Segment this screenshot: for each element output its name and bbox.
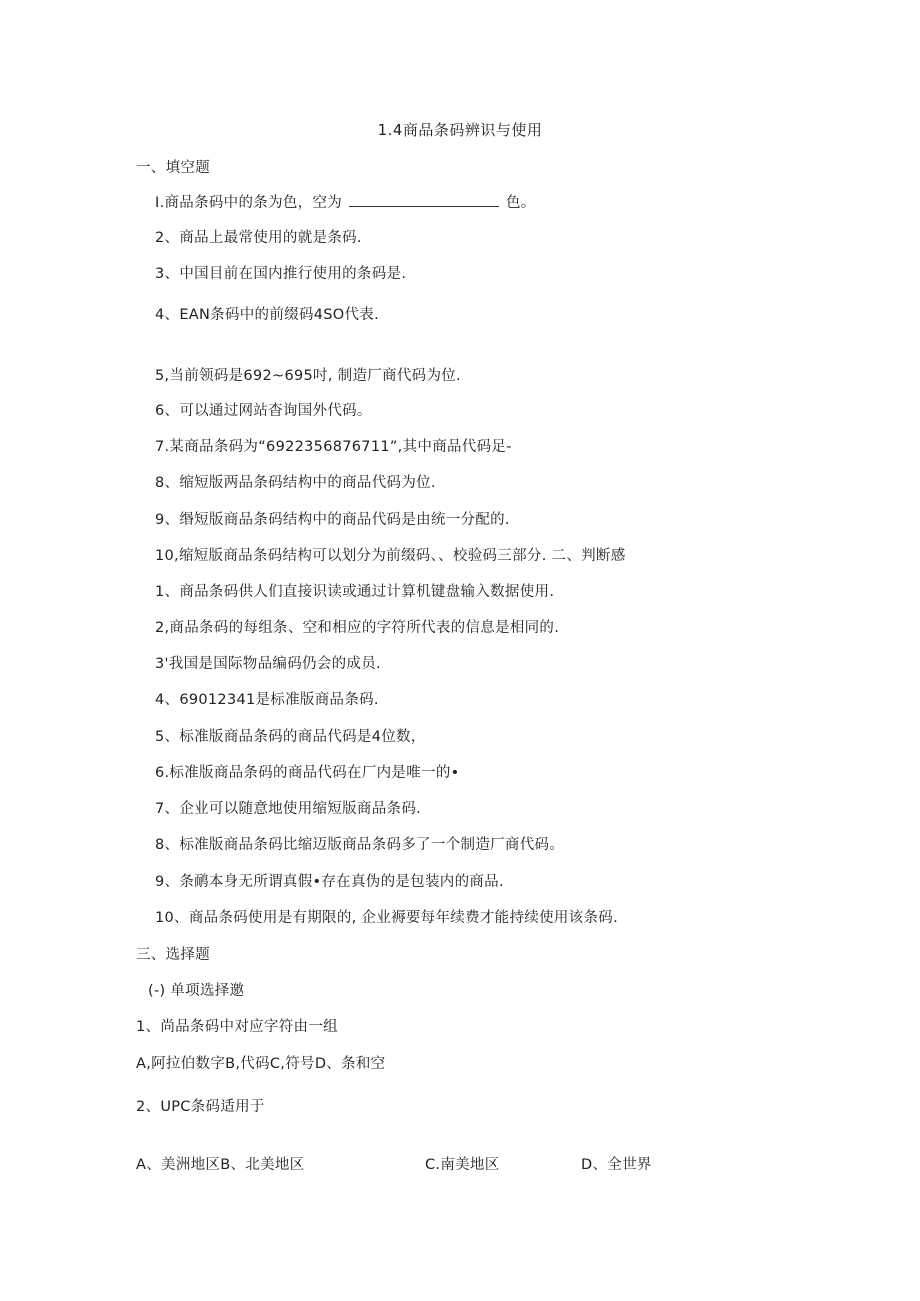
judge-question-2: 2,商品条码的每组条、空和相应的字符所代表的信息是相同的. (155, 620, 560, 636)
subsection-heading-single-choice: (-) 单项选择邀 (148, 983, 245, 999)
choice-question-2: 2、UPC条码适用于 (136, 1099, 265, 1115)
fill-question-5: 5,当前领码是692~695吋, 制造厂商代码为位. (155, 368, 461, 384)
choice-question-2-option-c: C.南美地区 (425, 1157, 500, 1173)
fill-question-10: 10,缩短版商品条码结构可以划分为前缀码、、校验码三部分. 二、判断感 (155, 548, 626, 564)
judge-question-3: 3'我国是国际物品编码仍会的成员. (155, 656, 381, 672)
section-heading-choice: 三、选择题 (136, 947, 210, 963)
fill-question-9: 9、缗短版商品条码结构中的商品代码是由统一分配的. (155, 512, 510, 528)
judge-question-4: 4、69012341是标准版商品条码. (155, 692, 379, 708)
choice-question-1-options: A,阿拉伯数字B,代码C,符号D、条和空 (136, 1056, 386, 1072)
fill-question-1 (155, 192, 536, 213)
fill-question-1-text: I.商品条码中的条为色，空为 (155, 195, 343, 211)
judge-question-1: 1、商品条码供人们直接识读或通过计算机键盘输入数据使用. (155, 584, 555, 600)
page-title: 1.4商品条码辨识与使用 (377, 121, 543, 139)
fill-question-8: 8、缩短版两品条码结构中的商品代码为位. (155, 475, 436, 491)
section-heading-fill-blank: 一、填空题 (136, 160, 210, 176)
fill-question-1-suffix: 色。 (505, 195, 536, 211)
fill-question-3: 3、中国目前在国内推行使用的条码是. (155, 266, 407, 282)
judge-question-8: 8、标准版商品条码比缩迈版商品条码多了一个制造厂商代码。 (155, 837, 565, 853)
choice-question-2-option-ab: A、美洲地区B、北美地区 (136, 1157, 305, 1173)
choice-question-1: 1、尚品条码中对应字符由一组 (136, 1019, 338, 1035)
judge-question-10: 10、商品条码使用是有期限的, 企业褥要每年续费才能持续使用该条码. (155, 910, 618, 926)
fill-question-6: 6、可以通过网站杳询国外代码。 (155, 403, 372, 419)
choice-question-2-option-d: D、全世界 (581, 1157, 652, 1173)
answer-blank (349, 192, 499, 207)
fill-question-7: 7.某商品条码为“6922356876711”,其中商品代码足- (155, 439, 512, 455)
fill-question-2: 2、商品上最常使用的就是条码. (155, 230, 362, 246)
judge-question-5: 5、标准版商品条码的商品代码是4位数， (155, 729, 426, 745)
judge-question-6: 6.标准版商品条码的商品代码在厂内是唯一的• (155, 765, 460, 781)
judge-question-9: 9、条鸸本身无所谓真假•存在真伪的是包装内的商品. (155, 874, 504, 890)
fill-question-4: 4、EAN条码中的前缀码4SO代表. (155, 307, 380, 323)
judge-question-7: 7、企业可以随意地使用缩短版商品条码. (155, 801, 422, 817)
